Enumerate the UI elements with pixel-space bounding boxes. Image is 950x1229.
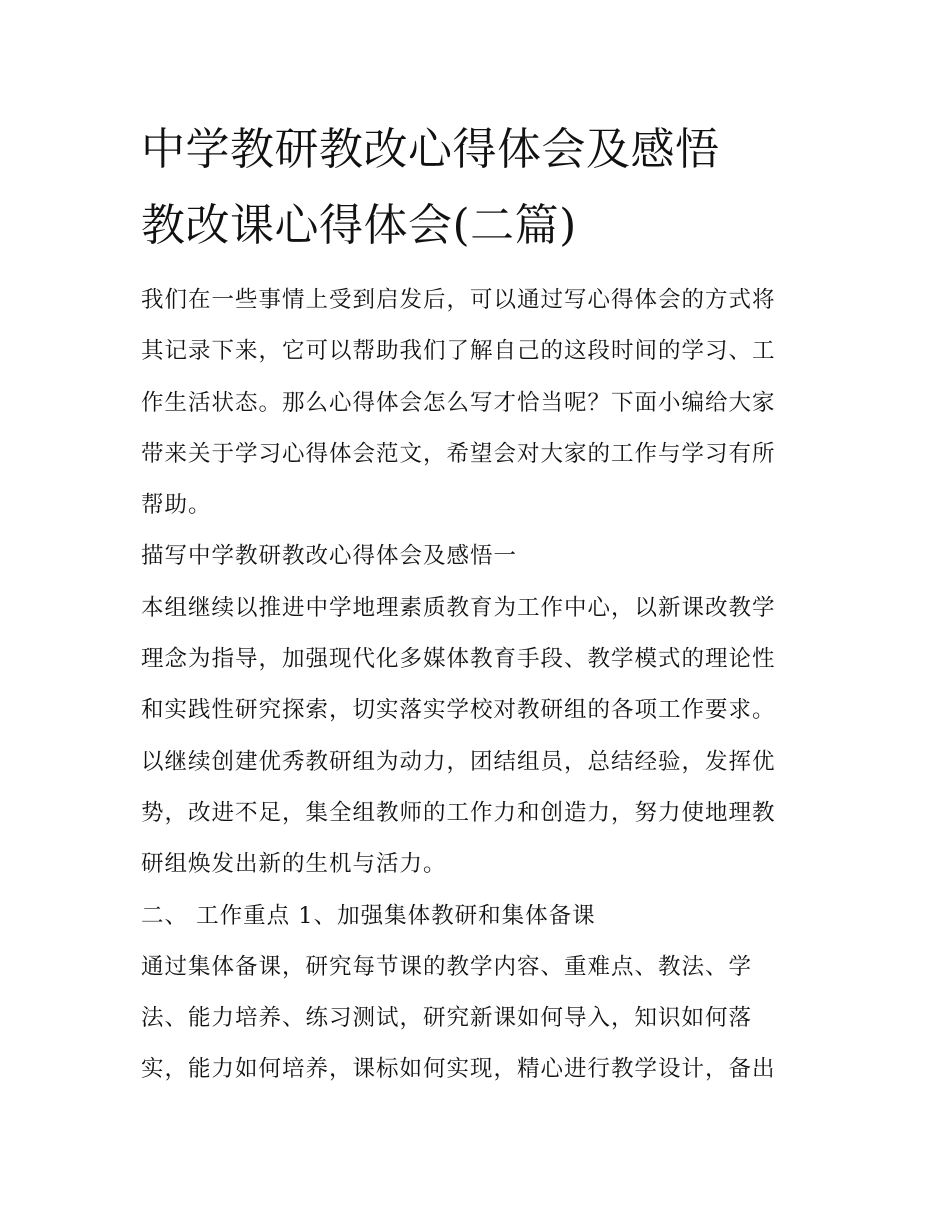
title-line: 中学教研教改心得体会及感悟 [141, 124, 720, 175]
text-line: 本组继续以推进中学地理素质教育为工作中心，以新课改教学 [141, 594, 776, 621]
text-line: 其记录下来，它可以帮助我们了解自己的这段时间的学习、工 [141, 338, 776, 365]
text-line: 描写中学教研教改心得体会及感悟一 [141, 543, 518, 570]
text-line: 我们在一些事情上受到启发后，可以通过写心得体会的方式将 [141, 287, 776, 313]
text-line: 通过集体备课，研究每节课的教学内容、重难点、教法、学 [141, 953, 753, 980]
text-line: 带来关于学习心得体会范文，希望会对大家的工作与学习有所 [141, 440, 776, 467]
body-paragraph [141, 583, 821, 891]
text-line: 二、 工作重点 1、加强集体教研和集体备课 [141, 902, 596, 929]
text-line: 法、能力培养、练习测试，研究新课如何导入，知识如何落 [141, 1005, 753, 1032]
text-line: 作生活状态。那么心得体会怎么写才恰当呢？下面小编给大家 [141, 389, 776, 416]
intro-paragraph [141, 275, 821, 531]
section-heading [141, 531, 821, 582]
text-line: 帮助。 [141, 492, 212, 519]
text-line: 势，改进不足，集全组教师的工作力和创造力，努力使地理教 [141, 799, 776, 826]
document-body [141, 275, 821, 1096]
section-heading [141, 891, 821, 942]
text-line: 和实践性研究探索，切实落实学校对教研组的各项工作要求。 [141, 697, 776, 724]
title-line: 教改课心得体会(二篇) [141, 200, 577, 251]
document-title [141, 112, 821, 264]
body-paragraph [141, 942, 821, 1096]
text-line: 理念为指导，加强现代化多媒体教育手段、教学模式的理论性 [141, 646, 776, 673]
text-line: 以继续创建优秀教研组为动力，团结组员，总结经验，发挥优 [141, 748, 776, 775]
text-line: 研组焕发出新的生机与活力。 [141, 851, 447, 878]
text-line: 实，能力如何培养，课标如何实现，精心进行教学设计，备出 [141, 1056, 776, 1083]
